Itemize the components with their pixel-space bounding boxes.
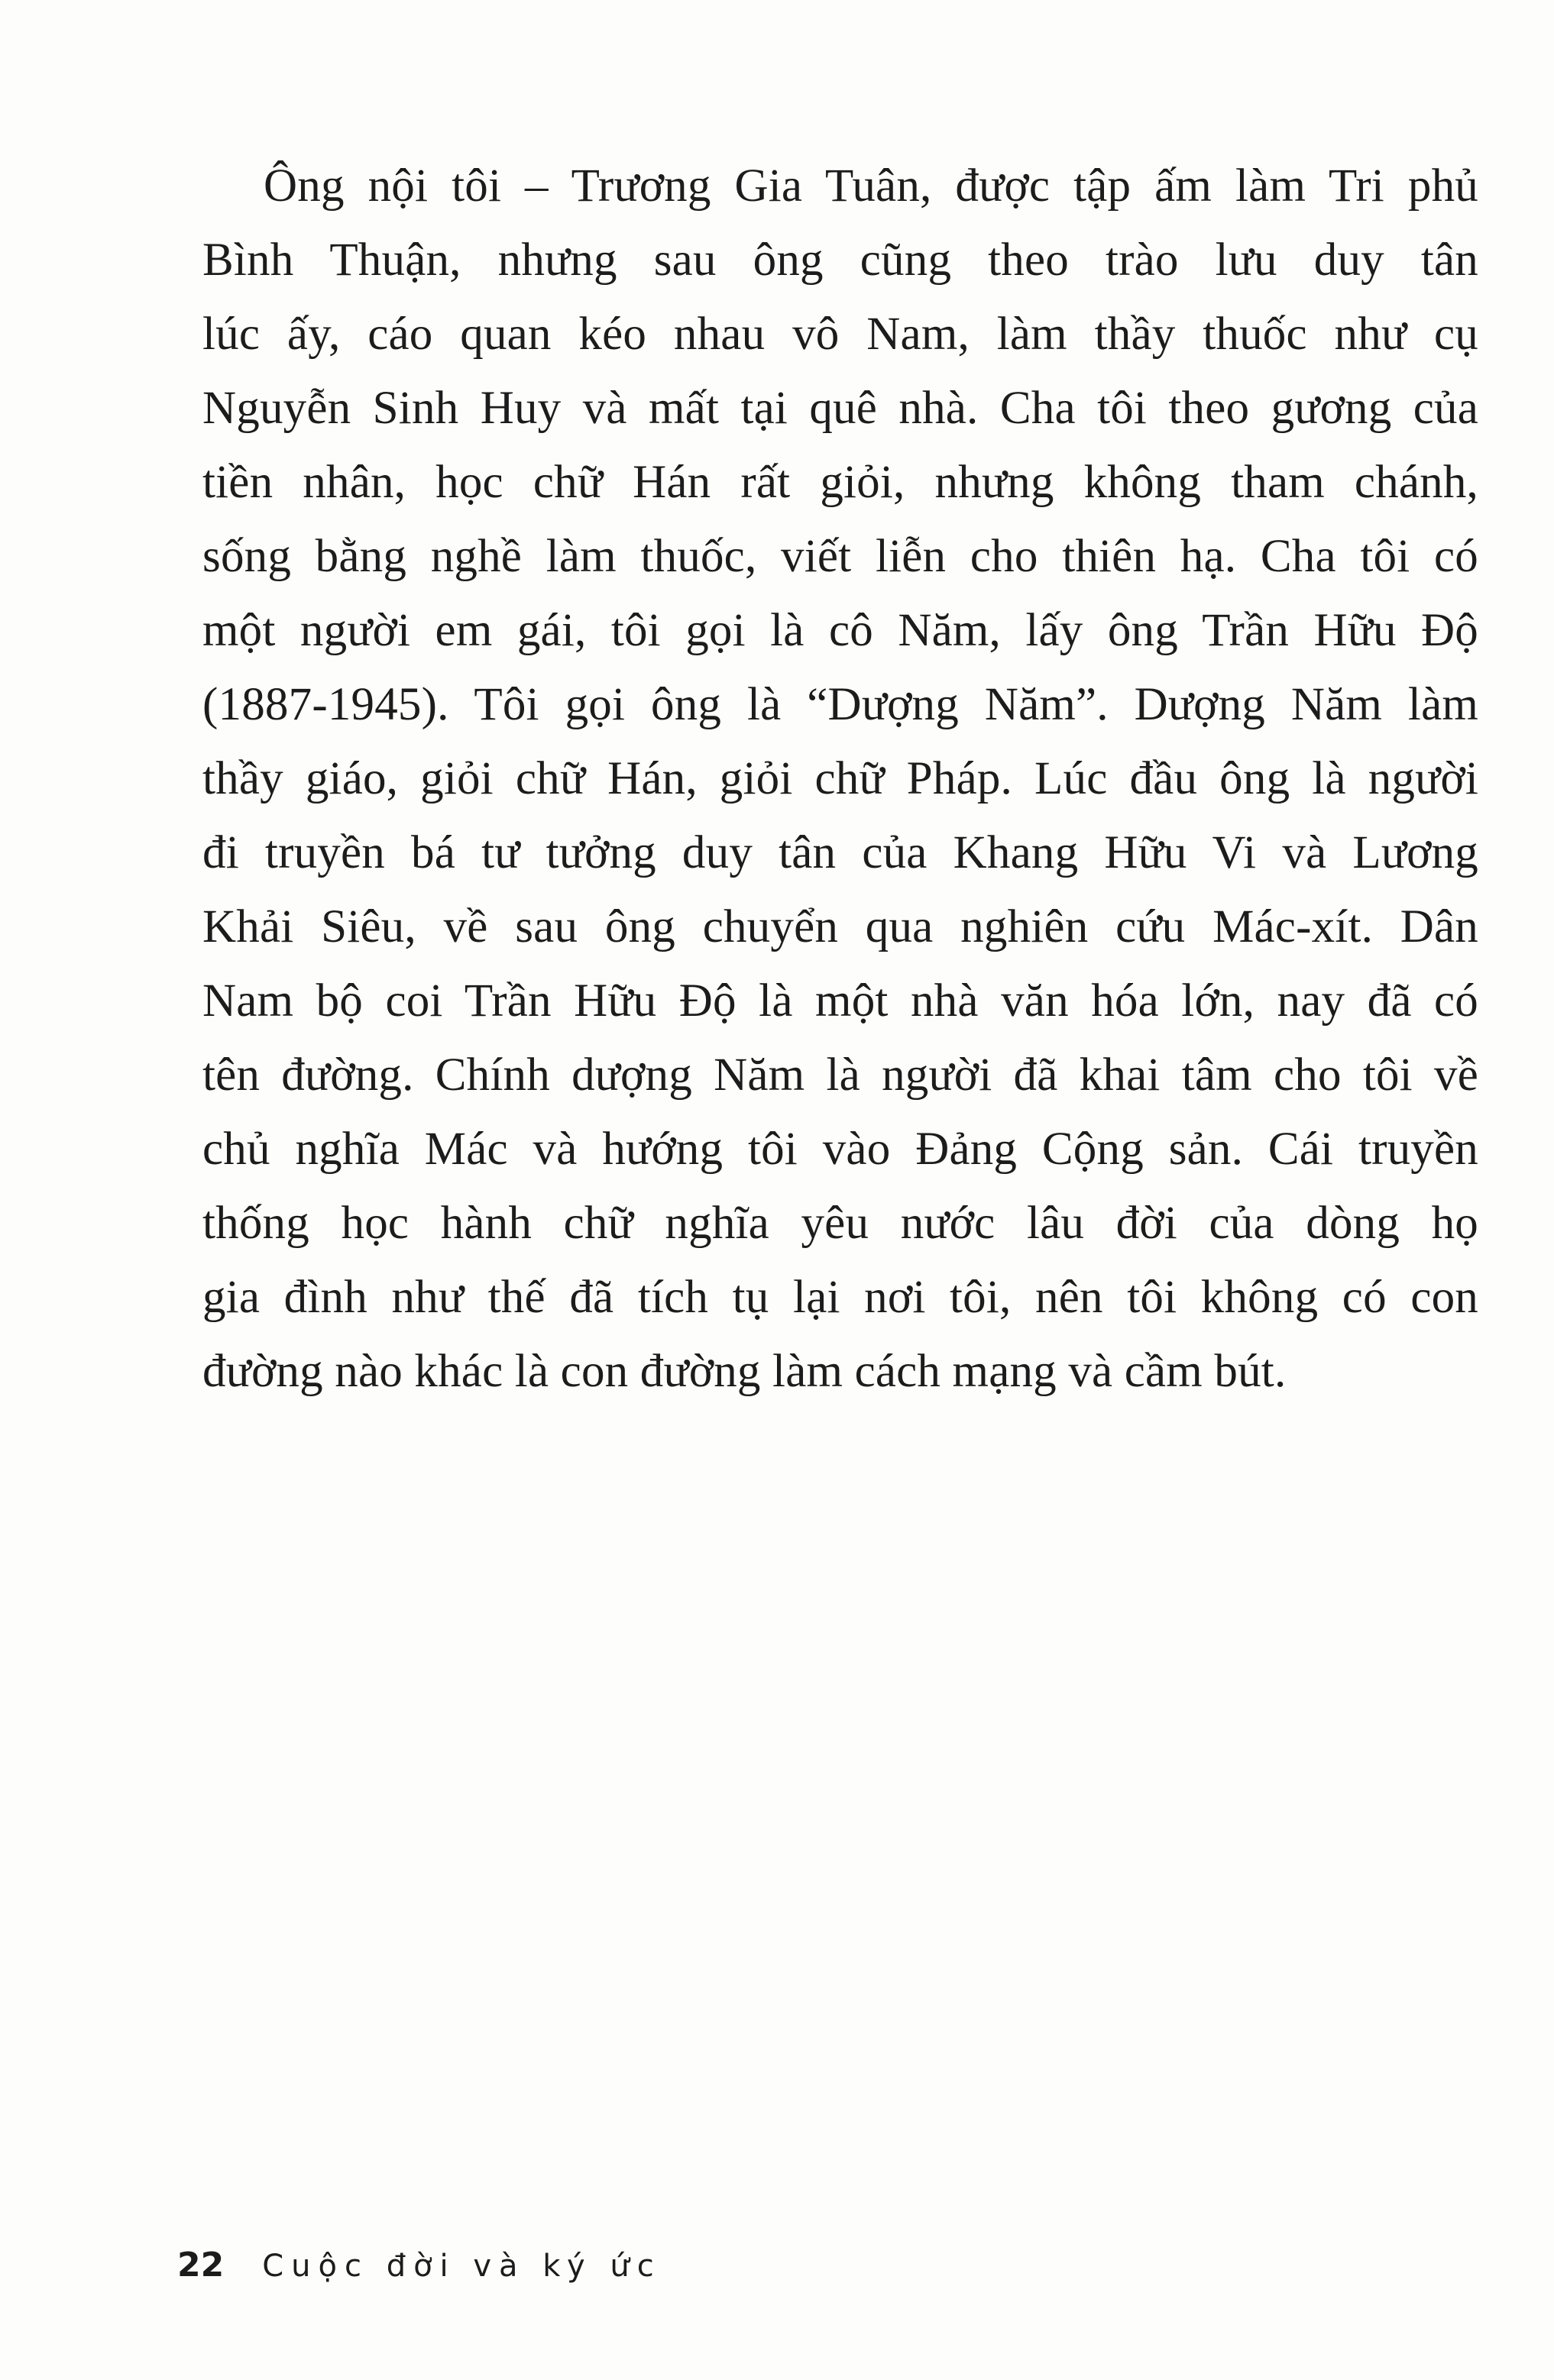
text-line: tiền nhân, học chữ Hán rất giỏi, nhưng không tham chánh, [202,457,1478,508]
text-line: Ông nội tôi – Trương Gia Tuân, được tập ấm làm Tri phủ [264,160,1478,212]
text-line: đường nào khác là con đường làm cách mạng và cầm bút. [202,1346,1287,1397]
running-title: Cuộc đời và ký ức [262,2249,662,2284]
text-line: thầy giáo, giỏi chữ Hán, giỏi chữ Pháp. Lúc đầu ông là người [202,753,1478,804]
text-line: sống bằng nghề làm thuốc, viết liễn cho thiên hạ. Cha tôi có [202,531,1478,582]
text-line: gia đình như thế đã tích tụ lại nơi tôi, nên tôi không có con [202,1272,1478,1323]
text-line: chủ nghĩa Mác và hướng tôi vào Đảng Cộng sản. Cái truyền [202,1124,1478,1175]
text-line: thống học hành chữ nghĩa yêu nước lâu đời của dòng họ [202,1198,1478,1249]
text-line: đi truyền bá tư tưởng duy tân của Khang Hữu Vi và Lương [202,827,1478,878]
text-line: Bình Thuận, nhưng sau ông cũng theo trào lưu duy tân [202,234,1478,286]
body-paragraph [202,149,1478,1408]
text-line: lúc ấy, cáo quan kéo nhau vô Nam, làm thầy thuốc như cụ [202,309,1478,360]
text-line: Nam bộ coi Trần Hữu Độ là một nhà văn hóa lớn, nay đã có [202,975,1478,1027]
text-line: một người em gái, tôi gọi là cô Năm, lấy ông Trần Hữu Độ [202,605,1478,656]
text-line: (1887-1945). Tôi gọi ông là “Dượng Năm”. Dượng Năm làm [202,679,1478,730]
text-line: tên đường. Chính dượng Năm là người đã khai tâm cho tôi về [202,1049,1478,1101]
text-line: Khải Siêu, về sau ông chuyển qua nghiên cứu Mác-xít. Dân [202,901,1478,952]
page-number: 22 [177,2246,225,2285]
page-footer [177,2246,662,2285]
text-line: Nguyễn Sinh Huy và mất tại quê nhà. Cha tôi theo gương của [202,383,1478,434]
